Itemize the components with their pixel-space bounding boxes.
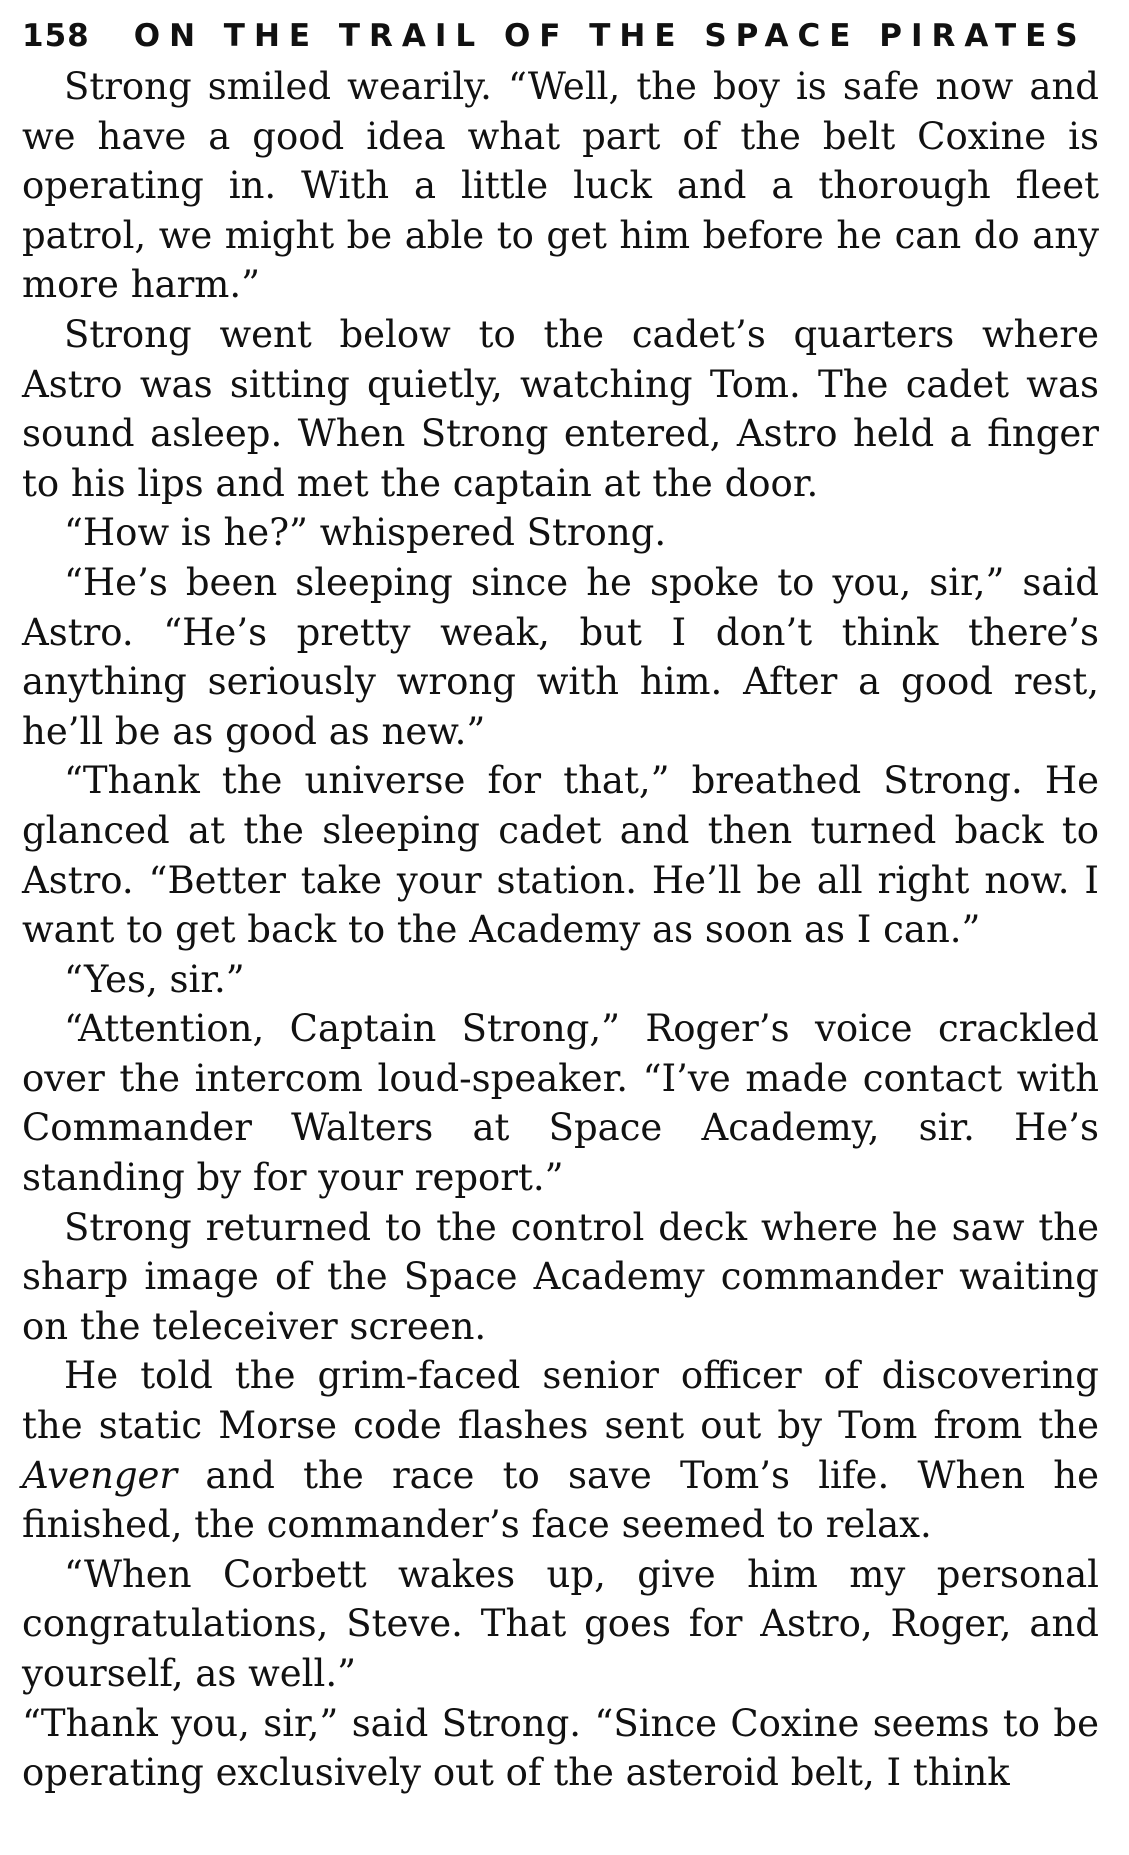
paragraph-text: He told the grim-faced senior officer of discovering the static Morse code flashes sent out by Tom from the	[22, 1354, 1099, 1448]
paragraph: “He’s been sleeping since he spoke to you, sir,” said Astro. “He’s pretty weak, but I don’t think there’s anything seriously wrong with him. After a good rest, he’ll be as good as new.”	[22, 560, 1099, 753]
paragraph: “Attention, Captain Strong,” Roger’s voice crackled over the intercom loud-speaker. “I’ve made contact with Commander Walters at Space Academy, sir. He’s standing by for your report.”	[22, 1007, 1099, 1200]
paragraph-continued: “Thank you, sir,” said Strong. “Since Coxine seems to be operating exclusively out of the asteroid belt, I think	[22, 1701, 1099, 1795]
paragraph-text: and the race to save Tom’s life. When he finished, the commander’s face seemed to relax.	[22, 1453, 1099, 1547]
paragraph: “How is he?” whispered Strong.	[64, 511, 667, 555]
paragraph: “Thank the universe for that,” breathed Strong. He glanced at the sleeping cadet and then turned back to Astro. “Better take your station. He’ll be all right now. I want to get back to the Academy as soon as I can.”	[22, 759, 1099, 952]
paragraph: Strong went below to the cadet’s quarters where Astro was sitting quietly, watching Tom. The cadet was sound asleep. When Strong entered, Astro held a finger to his lips and met the captain at the door.	[22, 312, 1099, 505]
ship-name-italic: Avenger	[22, 1453, 178, 1497]
paragraph: Strong smiled wearily. “Well, the boy is safe now and we have a good idea what part of the belt Coxine is operating in. With a little luck and a thorough fleet patrol, we might be able to get him before he can do any more harm.”	[22, 65, 1099, 307]
paragraph: “When Corbett wakes up, give him my personal congratulations, Steve. That goes for Astro, Roger, and yourself, as well.”	[22, 1552, 1099, 1695]
paragraph: “Yes, sir.”	[64, 957, 245, 1001]
body-text	[22, 62, 1099, 1798]
running-header	[22, 14, 1099, 62]
page-number: 158	[22, 18, 90, 54]
paragraph: Strong returned to the control deck where he saw the sharp image of the Space Academy commander waiting on the teleceiver screen.	[22, 1205, 1099, 1348]
running-title: ON THE TRAIL OF THE SPACE PIRATES	[133, 18, 1087, 54]
paragraph	[22, 1351, 1099, 1549]
